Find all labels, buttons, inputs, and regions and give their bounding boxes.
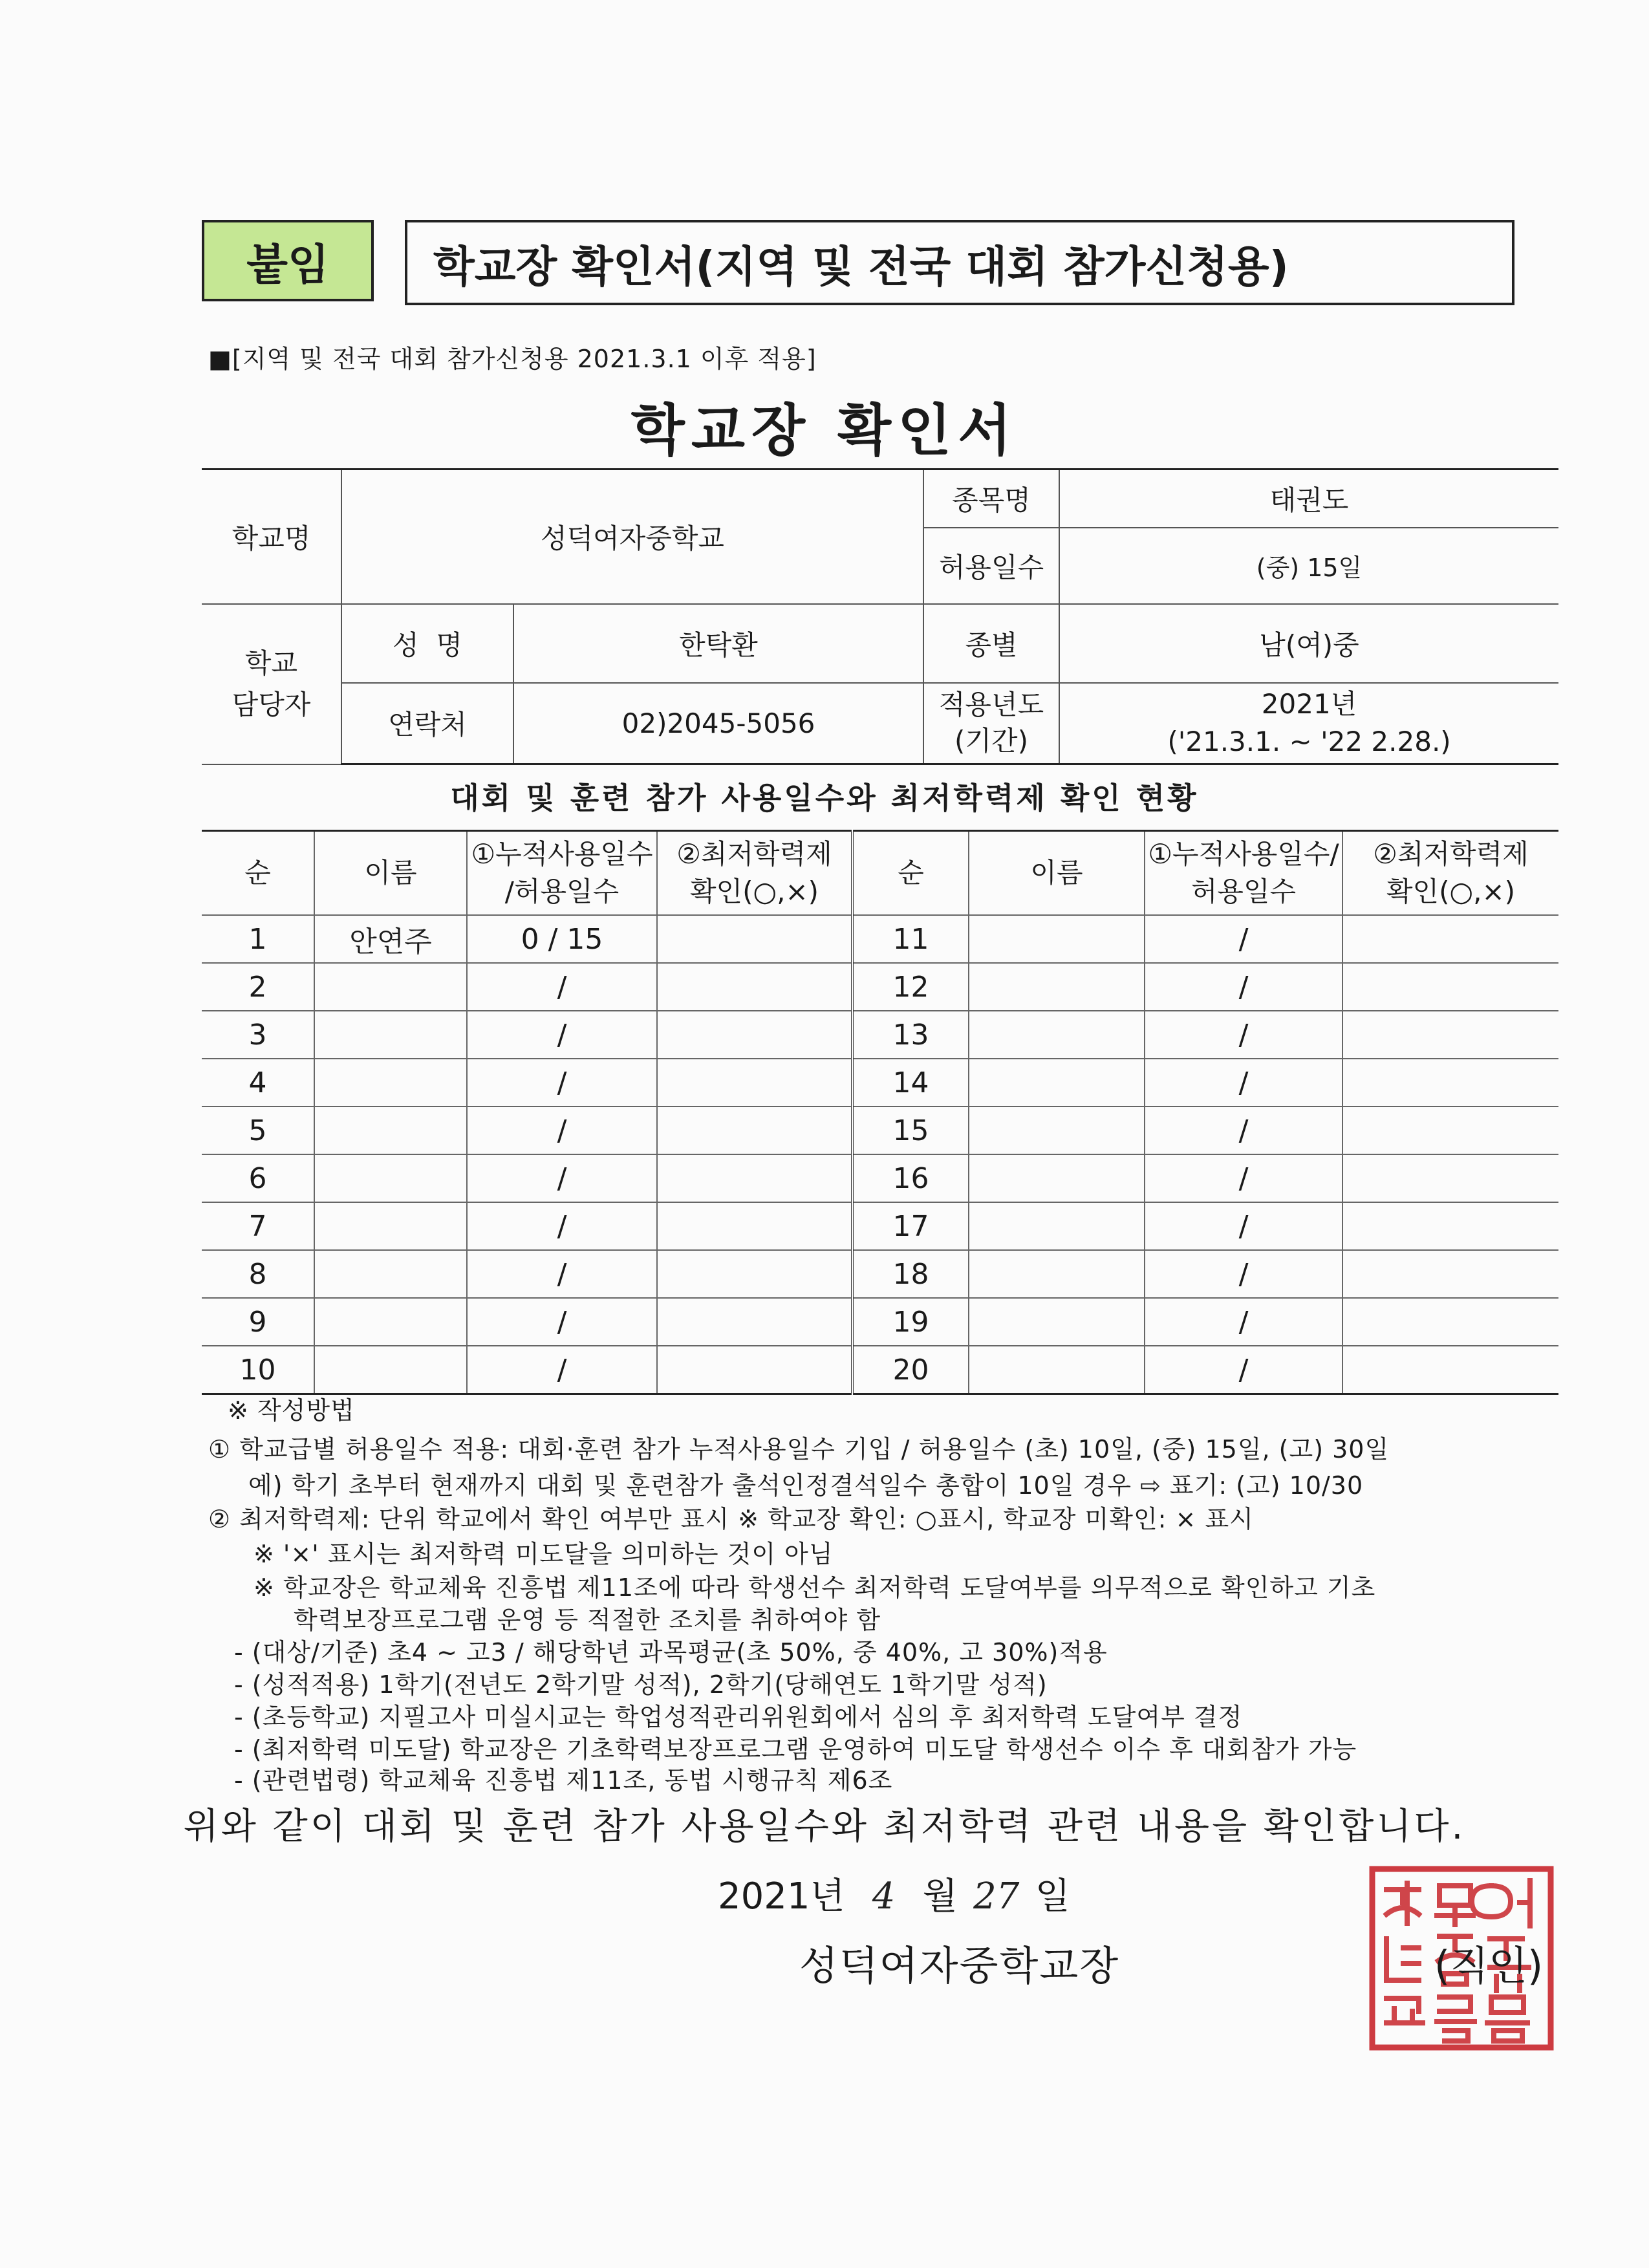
row-min-check-right — [1342, 1250, 1558, 1298]
date-month-unit: 월 — [922, 1875, 958, 1917]
row-number: 10 — [202, 1346, 314, 1394]
applicable-note: ■[지역 및 전국 대회 참가신청용 2021.3.1 이후 적용] — [208, 345, 817, 373]
row-used-days: / — [467, 1059, 657, 1107]
note-10: - (최저학력 미도달) 학교장은 기초학력보장프로그램 운영하여 미도달 학생선수 이수 후 대회참가 가능 — [234, 1735, 1357, 1764]
year-value — [1059, 683, 1558, 764]
note-1: ① 학교급별 허용일수 적용: 대회·훈련 참가 누적사용일수 기입 / 허용일수 (초) 10일, (중) 15일, (고) 30일 — [208, 1435, 1390, 1463]
date-day-unit: 일 — [1035, 1875, 1070, 1917]
col-used-line1: ①누적사용일수 — [471, 838, 653, 870]
row-name — [314, 1298, 467, 1346]
row-min-check-right — [1342, 915, 1558, 963]
row-used-days-right: / — [1145, 1298, 1342, 1346]
row-used-days: / — [467, 1250, 657, 1298]
col-min-line2: 확인(○,×) — [689, 876, 819, 907]
info-table — [202, 468, 1558, 765]
sign-date — [718, 1868, 1070, 1919]
note-3: ② 최저학력제: 단위 학교에서 확인 여부만 표시 ※ 학교장 확인: ○표시, 학교장 미확인: × 표시 — [208, 1505, 1254, 1533]
row-min-check — [657, 1107, 852, 1154]
row-name — [314, 1011, 467, 1059]
table-row — [202, 1107, 1558, 1154]
manager-label-line1: 학교 — [244, 647, 298, 679]
row-name — [314, 963, 467, 1011]
year-label-line1: 적용년도 — [938, 689, 1044, 721]
row-min-check — [657, 1202, 852, 1250]
row-used-days: / — [467, 1298, 657, 1346]
date-day: 27 — [973, 1875, 1020, 1917]
manager-label-line2: 담당자 — [232, 688, 311, 720]
row-min-check — [657, 1011, 852, 1059]
date-year: 2021년 — [718, 1875, 845, 1917]
row-name-right — [969, 963, 1145, 1011]
contact-value: 02)2045-5056 — [513, 683, 923, 764]
confirm-statement: 위와 같이 대회 및 훈련 참가 사용일수와 최저학력 관련 내용을 확인합니다. — [183, 1806, 1466, 1848]
row-min-check-right — [1342, 1202, 1558, 1250]
manager-label — [202, 604, 341, 764]
row-used-days: / — [467, 1154, 657, 1202]
row-name-right — [969, 1107, 1145, 1154]
row-name — [314, 1059, 467, 1107]
year-value-line1: 2021년 — [1261, 688, 1357, 720]
row-name-right — [969, 1011, 1145, 1059]
row-min-check — [657, 1250, 852, 1298]
table-row — [202, 1059, 1558, 1107]
attachment-tag: 붙임 — [202, 220, 374, 301]
row-min-check-right — [1342, 1107, 1558, 1154]
table-row — [202, 1298, 1558, 1346]
table-row — [202, 963, 1558, 1011]
note-heading: ※ 작성방법 — [228, 1396, 355, 1425]
table-row — [202, 1154, 1558, 1202]
row-used-days-right: / — [1145, 1107, 1342, 1154]
row-used-days-right: / — [1145, 1202, 1342, 1250]
row-name — [314, 1346, 467, 1394]
col-no-right: 순 — [852, 831, 969, 916]
row-min-check — [657, 1346, 852, 1394]
row-name: 안연주 — [314, 915, 467, 963]
sport-value: 태권도 — [1059, 470, 1558, 528]
col-min — [657, 831, 852, 916]
col-min-right-line1: ②최저학력제 — [1373, 838, 1529, 870]
row-name-right — [969, 1298, 1145, 1346]
row-number: 4 — [202, 1059, 314, 1107]
col-used-right-line2: 허용일수 — [1191, 876, 1297, 907]
row-min-check-right — [1342, 1346, 1558, 1394]
row-name-right — [969, 915, 1145, 963]
table-row — [202, 1250, 1558, 1298]
row-number: 2 — [202, 963, 314, 1011]
col-min-line1: ②최저학력제 — [676, 838, 832, 870]
note-4: ※ '×' 표시는 최저학력 미도달을 의미하는 것이 아님 — [253, 1540, 834, 1568]
note-9: - (초등학교) 지필고사 미실시교는 학업성적관리위원회에서 심의 후 최저학력 도달여부 결정 — [234, 1703, 1243, 1731]
row-min-check-right — [1342, 1059, 1558, 1107]
col-used-line2: /허용일수 — [504, 876, 620, 907]
row-name — [314, 1154, 467, 1202]
note-7: - (대상/기준) 초4 ~ 고3 / 해당학년 과목평균(초 50%, 중 40%, 고 30%)적용 — [234, 1638, 1108, 1667]
row-name — [314, 1250, 467, 1298]
sport-label: 종목명 — [923, 470, 1059, 528]
school-label: 학교명 — [202, 470, 341, 604]
note-8: - (성적적용) 1학기(전년도 2학기말 성적), 2학기(당해연도 1학기말 성적) — [234, 1670, 1048, 1699]
row-number-right: 16 — [852, 1154, 969, 1202]
row-number-right: 18 — [852, 1250, 969, 1298]
row-min-check-right — [1342, 963, 1558, 1011]
row-min-check — [657, 1298, 852, 1346]
row-number-right: 15 — [852, 1107, 969, 1154]
days-label: 허용일수 — [923, 528, 1059, 604]
gender-value: 남(여)중 — [1059, 604, 1558, 683]
row-used-days: / — [467, 1011, 657, 1059]
note-5: ※ 학교장은 학교체육 진흥법 제11조에 따라 학생선수 최저학력 도달여부를 의무적으로 확인하고 기초 — [253, 1573, 1376, 1602]
col-name: 이름 — [314, 831, 467, 916]
principal-name: 성덕여자중학교장 — [799, 1942, 1120, 1989]
row-min-check — [657, 915, 852, 963]
row-used-days-right: / — [1145, 1346, 1342, 1394]
contact-label: 연락처 — [341, 683, 513, 764]
row-name-right — [969, 1154, 1145, 1202]
row-used-days: 0 / 15 — [467, 915, 657, 963]
row-number: 6 — [202, 1154, 314, 1202]
school-value: 성덕여자중학교 — [341, 470, 923, 604]
row-number: 3 — [202, 1011, 314, 1059]
year-label — [923, 683, 1059, 764]
row-min-check — [657, 1154, 852, 1202]
name-label: 성 명 — [341, 604, 513, 683]
gender-label: 종별 — [923, 604, 1059, 683]
row-number-right: 14 — [852, 1059, 969, 1107]
row-number-right: 19 — [852, 1298, 969, 1346]
row-name — [314, 1202, 467, 1250]
date-month: 4 — [872, 1875, 896, 1917]
row-used-days: / — [467, 1202, 657, 1250]
row-used-days-right: / — [1145, 1250, 1342, 1298]
row-used-days-right: / — [1145, 1011, 1342, 1059]
year-label-line2: (기간) — [954, 725, 1028, 757]
row-min-check-right — [1342, 1298, 1558, 1346]
status-title: 대회 및 훈련 참가 사용일수와 최저학력제 확인 현황 — [450, 781, 1199, 815]
status-table — [202, 830, 1558, 1395]
table-row — [202, 915, 1558, 963]
row-min-check — [657, 1059, 852, 1107]
row-number: 5 — [202, 1107, 314, 1154]
row-used-days-right: / — [1145, 915, 1342, 963]
row-used-days-right: / — [1145, 963, 1342, 1011]
row-number-right: 11 — [852, 915, 969, 963]
name-value: 한탁환 — [513, 604, 923, 683]
row-number-right: 12 — [852, 963, 969, 1011]
col-used — [467, 831, 657, 916]
seal-label: (직인) — [1434, 1942, 1544, 1989]
note-2: 예) 학기 초부터 현재까지 대회 및 훈련참가 출석인정결석일수 총합이 10일 경우 ⇨ 표기: (고) 10/30 — [248, 1471, 1364, 1500]
row-name-right — [969, 1250, 1145, 1298]
col-min-right — [1342, 831, 1558, 916]
table-row — [202, 1346, 1558, 1394]
row-used-days-right: / — [1145, 1154, 1342, 1202]
row-used-days-right: / — [1145, 1059, 1342, 1107]
row-used-days: / — [467, 1107, 657, 1154]
table-row — [202, 1011, 1558, 1059]
col-used-right — [1145, 831, 1342, 916]
row-name — [314, 1107, 467, 1154]
row-number-right: 20 — [852, 1346, 969, 1394]
row-number: 9 — [202, 1298, 314, 1346]
note-11: - (관련법령) 학교체육 진흥법 제11조, 동법 시행규칙 제6조 — [234, 1766, 893, 1795]
row-used-days: / — [467, 1346, 657, 1394]
col-used-right-line1: ①누적사용일수/ — [1148, 838, 1339, 870]
row-used-days: / — [467, 963, 657, 1011]
row-min-check — [657, 963, 852, 1011]
row-min-check-right — [1342, 1011, 1558, 1059]
row-name-right — [969, 1346, 1145, 1394]
table-row — [202, 1202, 1558, 1250]
page-title: 학교장 확인서 — [630, 398, 1018, 463]
year-value-line2: ('21.3.1. ~ '22 2.28.) — [1167, 726, 1451, 758]
row-number: 8 — [202, 1250, 314, 1298]
row-number: 7 — [202, 1202, 314, 1250]
row-number-right: 17 — [852, 1202, 969, 1250]
note-6: 학력보장프로그램 운영 등 적절한 조치를 취하여야 함 — [294, 1606, 881, 1634]
col-min-right-line2: 확인(○,×) — [1386, 876, 1516, 907]
days-value: (중) 15일 — [1059, 528, 1558, 604]
row-min-check-right — [1342, 1154, 1558, 1202]
row-name-right — [969, 1059, 1145, 1107]
row-number-right: 13 — [852, 1011, 969, 1059]
col-no: 순 — [202, 831, 314, 916]
row-number: 1 — [202, 915, 314, 963]
col-name-right: 이름 — [969, 831, 1145, 916]
row-name-right — [969, 1202, 1145, 1250]
header-title: 학교장 확인서(지역 및 전국 대회 참가신청용) — [405, 220, 1514, 305]
